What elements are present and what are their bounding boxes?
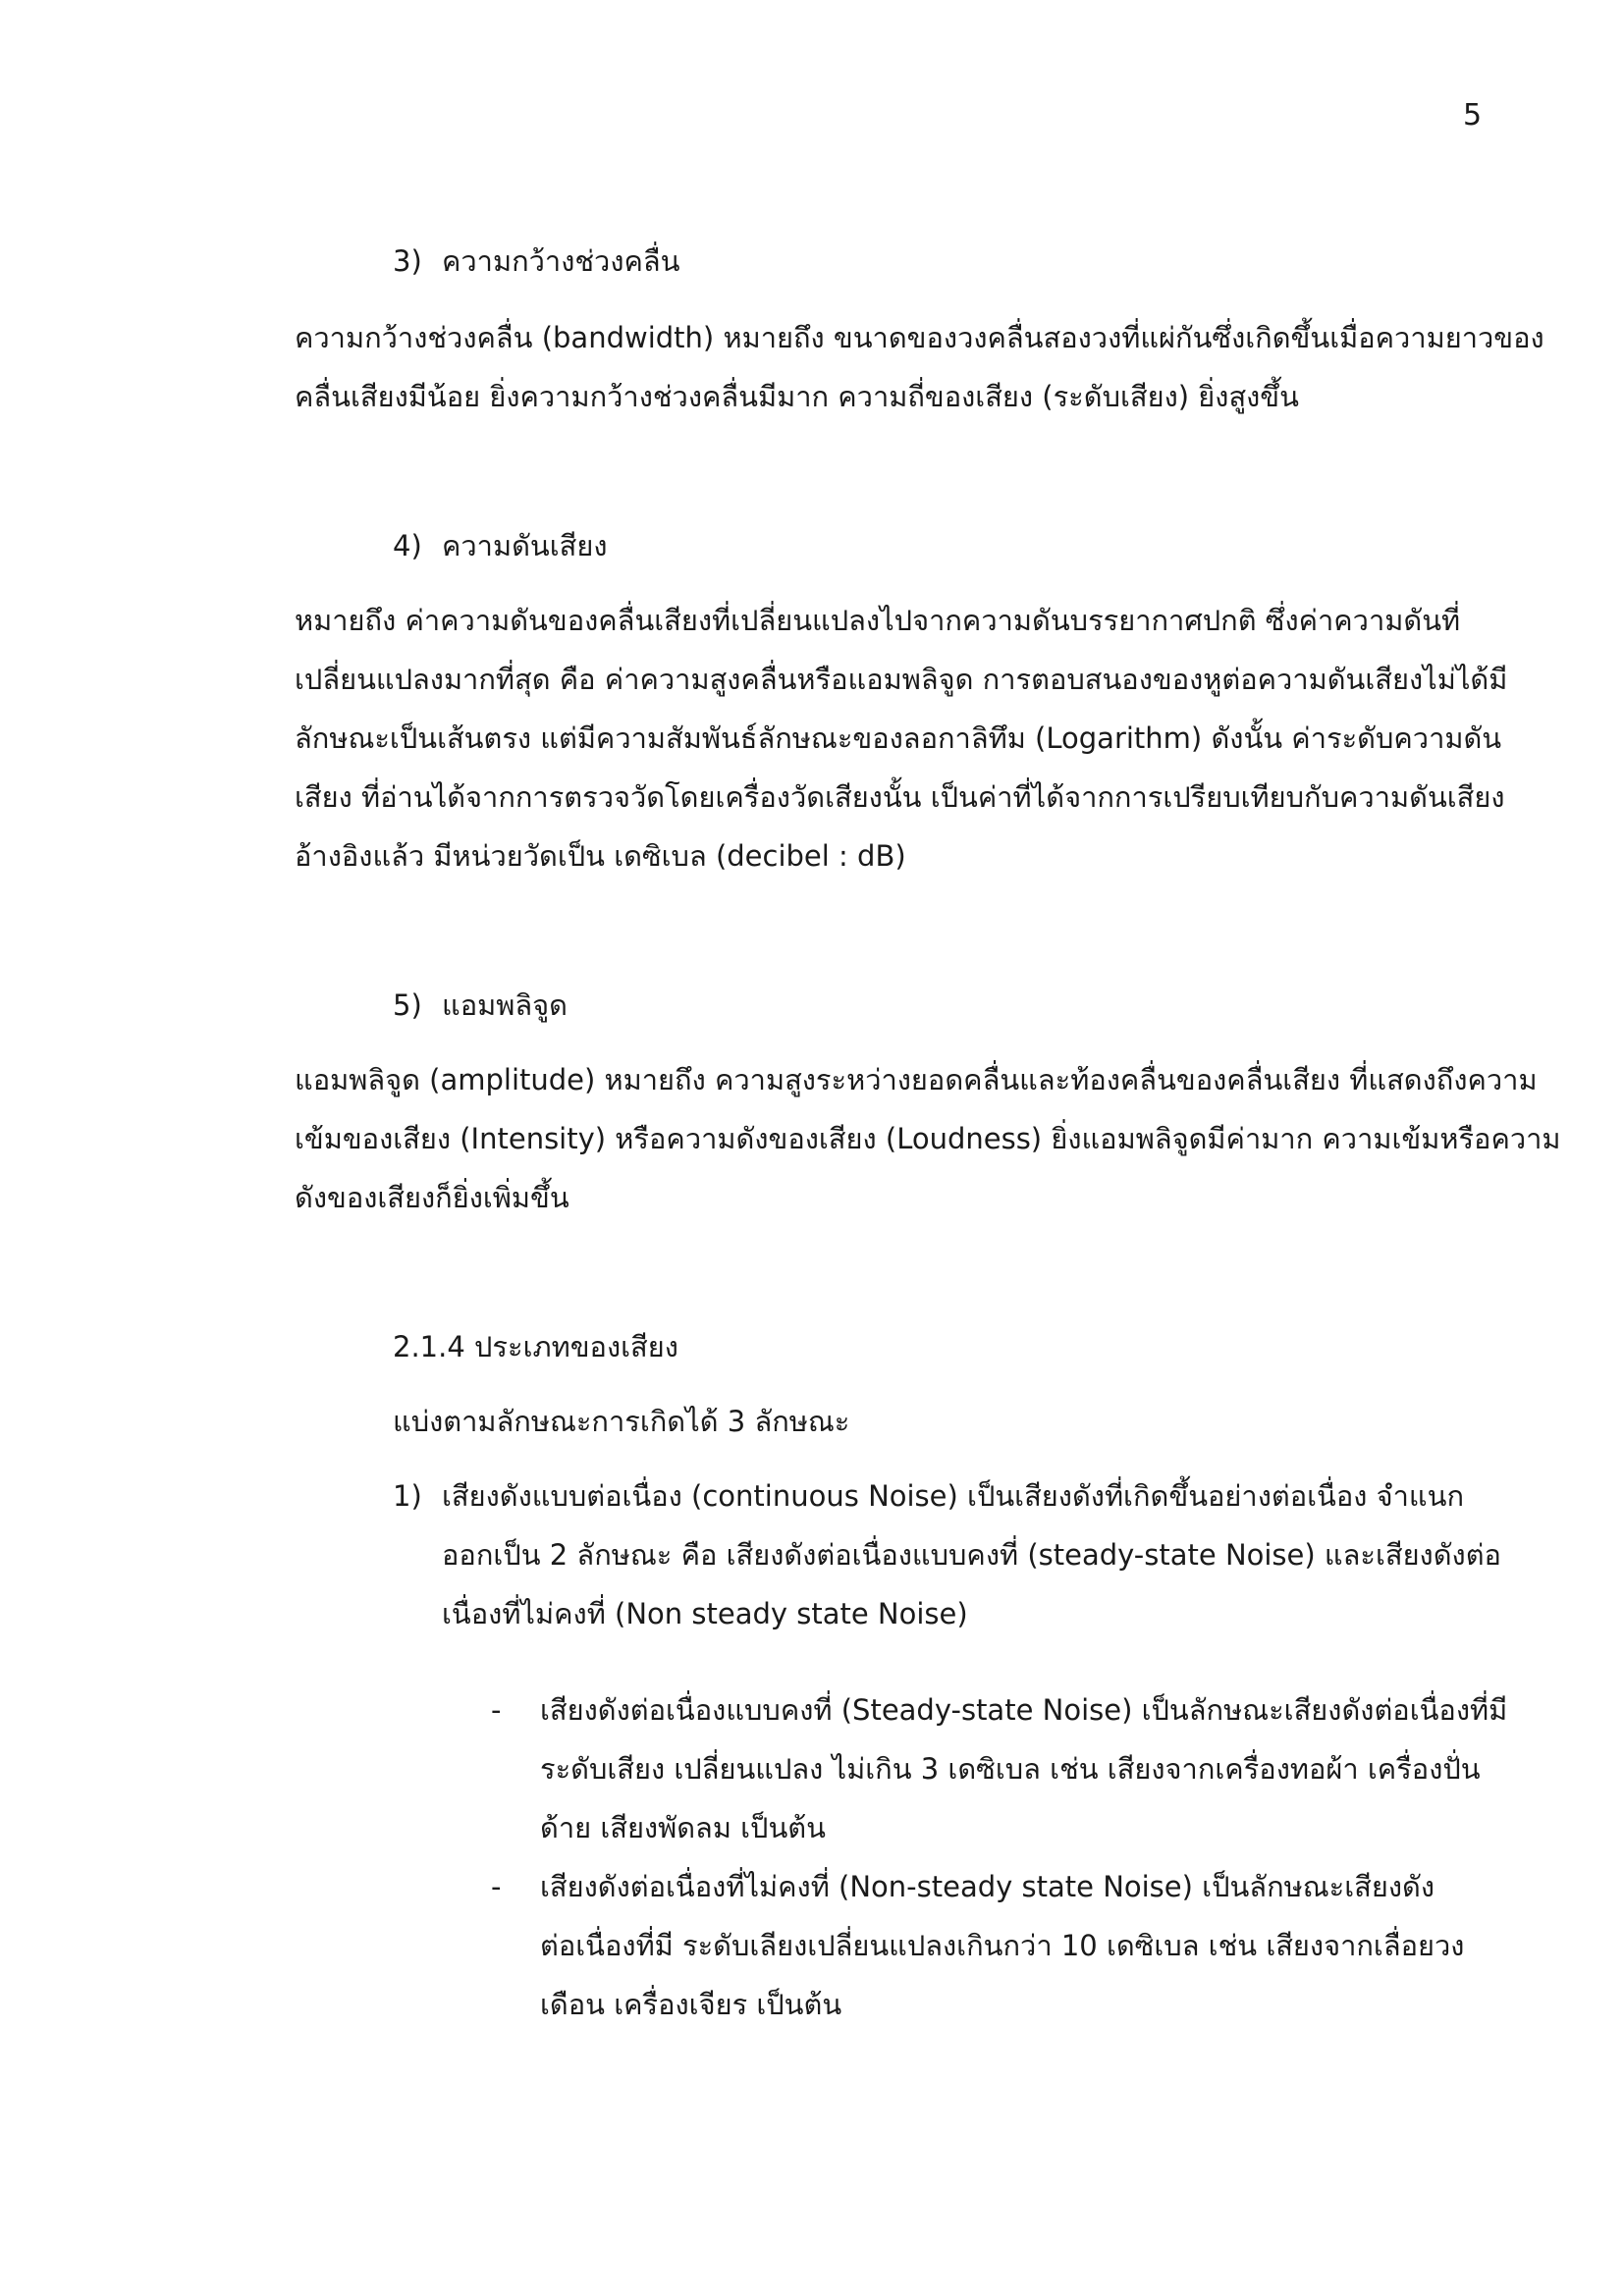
heading-number: 4) (393, 529, 422, 562)
list-item-text: เสียงดังแบบต่อเนื่อง (continuous Noise) เป็นเสียงดังที่เกิดขึ้นอย่างต่อเนื่อง จำแนก (442, 1479, 1464, 1513)
heading-number: 5) (393, 988, 422, 1022)
paragraph-line: แอมพลิจูด (amplitude) หมายถึง ความสูงระหว่างยอดคลื่นและท้องคลื่นของคลื่นเสียง ที่แสดงถึงความ (295, 1063, 1538, 1096)
list-number: 1) (393, 1479, 422, 1513)
paragraph-line: เสียง ที่อ่านได้จากการตรวจวัดโดยเครื่องวัดเสียงนั้น เป็นค่าที่ได้จากการเปรียบเทียบกับความดันเสียง (295, 780, 1505, 814)
paragraph-line: ดังของเสียงก็ยิ่งเพิ่มขึ้น (295, 1181, 569, 1214)
section-intro: แบ่งตามลักษณะการเกิดได้ 3 ลักษณะ (393, 1405, 850, 1438)
bullet-line: ด้าย เสียงพัดลม เป็นต้น (540, 1811, 826, 1844)
bullet-line: ต่อเนื่องที่มี ระดับเลียงเปลี่ยนแปลงเกินกว่า 10 เดซิเบล เช่น เสียงจากเลื่อยวง (540, 1929, 1465, 1962)
paragraph-line: เข้มของเสียง (Intensity) หรือความดังของเสียง (Loudness) ยิ่งแอมพลิจูดมีค่ามาก ความเข้มหรือความ (295, 1122, 1561, 1155)
bullet-line: เดือน เครื่องเจียร เป็นต้น (540, 1988, 842, 2021)
bullet-dash: - (491, 1693, 502, 1727)
heading-text: ความกว้างช่วงคลื่น (442, 244, 680, 278)
paragraph-line: หมายถึง ค่าความดันของคลื่นเสียงที่เปลี่ยนแปลงไปจากความดันบรรยากาศปกติ ซึ่งค่าความดันที่ (295, 604, 1461, 637)
paragraph-line: คลื่นเสียงมีน้อย ยิ่งความกว้างช่วงคลื่นมีมาก ความถี่ของเสียง (ระดับเสียง) ยิ่งสูงขึ้น (295, 380, 1299, 413)
list-item (393, 1476, 1464, 1516)
paragraph-line: เปลี่ยนแปลงมากที่สุด คือ ค่าความสูงคลื่นหรือแอมพลิจูด การตอบสนองของหูต่อความดันเสียงไม่ได้มี (295, 663, 1508, 696)
bullet-line: เสียงดังต่อเนื่องที่ไม่คงที่ (Non-steady state Noise) เป็นลักษณะเสียงดัง (540, 1870, 1435, 1903)
paragraph-line: ความกว้างช่วงคลื่น (bandwidth) หมายถึง ขนาดของวงคลื่นสองวงที่แผ่กันซึ่งเกิดขึ้นเมื่อความยาวของ (295, 321, 1544, 354)
heading-text: ความดันเสียง (442, 529, 608, 562)
paragraph-line: อ้างอิงแล้ว มีหน่วยวัดเป็น เดซิเบล (decibel : dB) (295, 839, 906, 873)
heading-number: 3) (393, 244, 422, 278)
list-item-continuation: เนื่องที่ไม่คงที่ (Non steady state Noise) (442, 1597, 968, 1630)
heading-amplitude (393, 986, 568, 1025)
page-number: 5 (1463, 98, 1483, 133)
heading-text: แอมพลิจูด (442, 988, 568, 1022)
heading-bandwidth (393, 241, 680, 281)
heading-sound-pressure (393, 526, 608, 565)
bullet-dash: - (491, 1870, 502, 1903)
paragraph-line: ลักษณะเป็นเส้นตรง แต่มีความสัมพันธ์ลักษณะของลอกาลิทึม (Logarithm) ดังนั้น ค่าระดับความดัน (295, 721, 1502, 755)
section-heading: 2.1.4 ประเภทของเสียง (393, 1330, 678, 1363)
list-item-continuation: ออกเป็น 2 ลักษณะ คือ เสียงดังต่อเนื่องแบบคงที่ (steady-state Noise) และเสียงดังต่อ (442, 1538, 1501, 1572)
bullet-line: เสียงดังต่อเนื่องแบบคงที่ (Steady-state Noise) เป็นลักษณะเสียงดังต่อเนื่องที่มี (540, 1693, 1508, 1727)
bullet-line: ระดับเสียง เปลี่ยนแปลง ไม่เกิน 3 เดซิเบล เช่น เสียงจากเครื่องทอผ้า เครื่องปั่น (540, 1752, 1481, 1786)
